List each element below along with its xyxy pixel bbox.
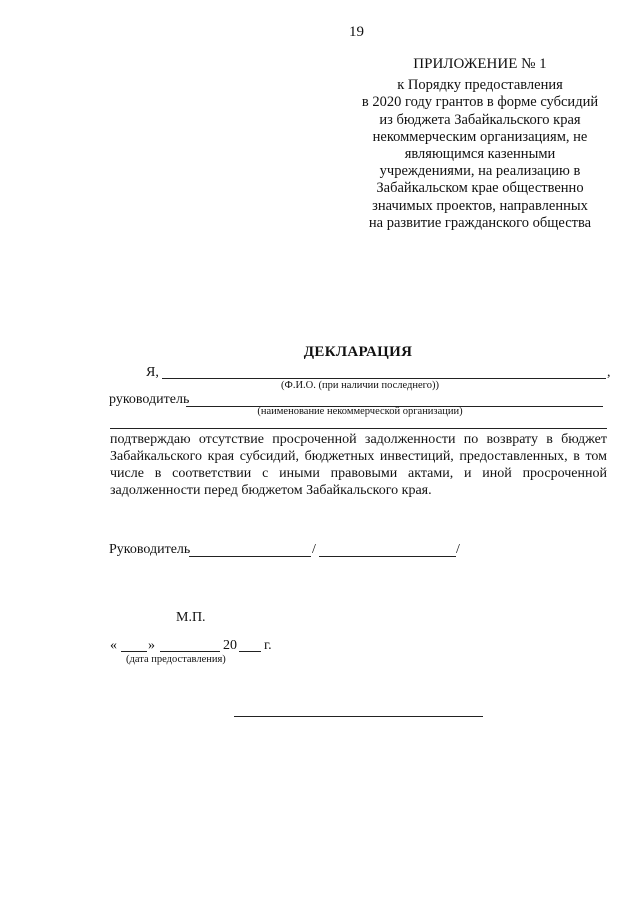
appendix-line: Забайкальском крае общественно xyxy=(376,180,584,197)
appendix-line: из бюджета Забайкальского края xyxy=(379,111,581,128)
closing-rule xyxy=(234,716,483,717)
declaration-body: подтверждаю отсутствие просроченной задолженности по возврату в бюджет Забайкальского края субсидий, бюджетных инвестиций, предоставленных, в том числе в соответствии с иными правовыми актами, и иной просроченной задолженности перед бюджетом Забайкальского края. xyxy=(110,432,607,498)
appendix-block xyxy=(330,56,630,232)
head-label: руководитель xyxy=(109,392,190,407)
appendix-line: на развитие гражданского общества xyxy=(368,214,592,231)
date-caption: (дата предоставления) xyxy=(126,654,226,665)
fio-caption: (Ф.И.О. (при наличии последнего)) xyxy=(281,380,439,391)
signature-line[interactable] xyxy=(189,556,311,557)
signature-separator: / xyxy=(312,542,316,557)
i-trailing-comma: , xyxy=(607,365,611,380)
appendix-line: некоммерческим организациям, не xyxy=(372,128,588,145)
appendix-line: в 2020 году грантов в форме субсидий xyxy=(361,94,599,111)
date-year-suffix: г. xyxy=(264,638,272,653)
stamp-label: М.П. xyxy=(176,610,206,625)
date-year-line[interactable] xyxy=(239,651,261,652)
org-fill-line-2[interactable] xyxy=(110,428,607,429)
appendix-line: учреждениями, на реализацию в xyxy=(379,163,581,180)
appendix-line: значимых проектов, направленных xyxy=(372,197,588,214)
date-open-quote: « xyxy=(110,638,117,653)
date-close-quote: » xyxy=(148,638,155,653)
appendix-title: ПРИЛОЖЕНИЕ № 1 xyxy=(413,56,547,72)
appendix-line: являющимся казенными xyxy=(404,146,556,163)
signature-label: Руководитель xyxy=(109,542,191,557)
signature-separator: / xyxy=(456,542,460,557)
date-day-line[interactable] xyxy=(121,651,147,652)
fio-fill-line[interactable] xyxy=(162,378,606,379)
page-number: 19 xyxy=(349,24,364,40)
declaration-title: ДЕКЛАРАЦИЯ xyxy=(303,344,413,360)
name-line[interactable] xyxy=(319,556,456,557)
org-caption: (наименование некоммерческой организации) xyxy=(257,406,463,417)
date-month-line[interactable] xyxy=(160,651,220,652)
appendix-line: к Порядку предоставления xyxy=(397,77,563,94)
date-year-prefix: 20 xyxy=(223,638,237,653)
i-label: Я, xyxy=(146,365,159,380)
